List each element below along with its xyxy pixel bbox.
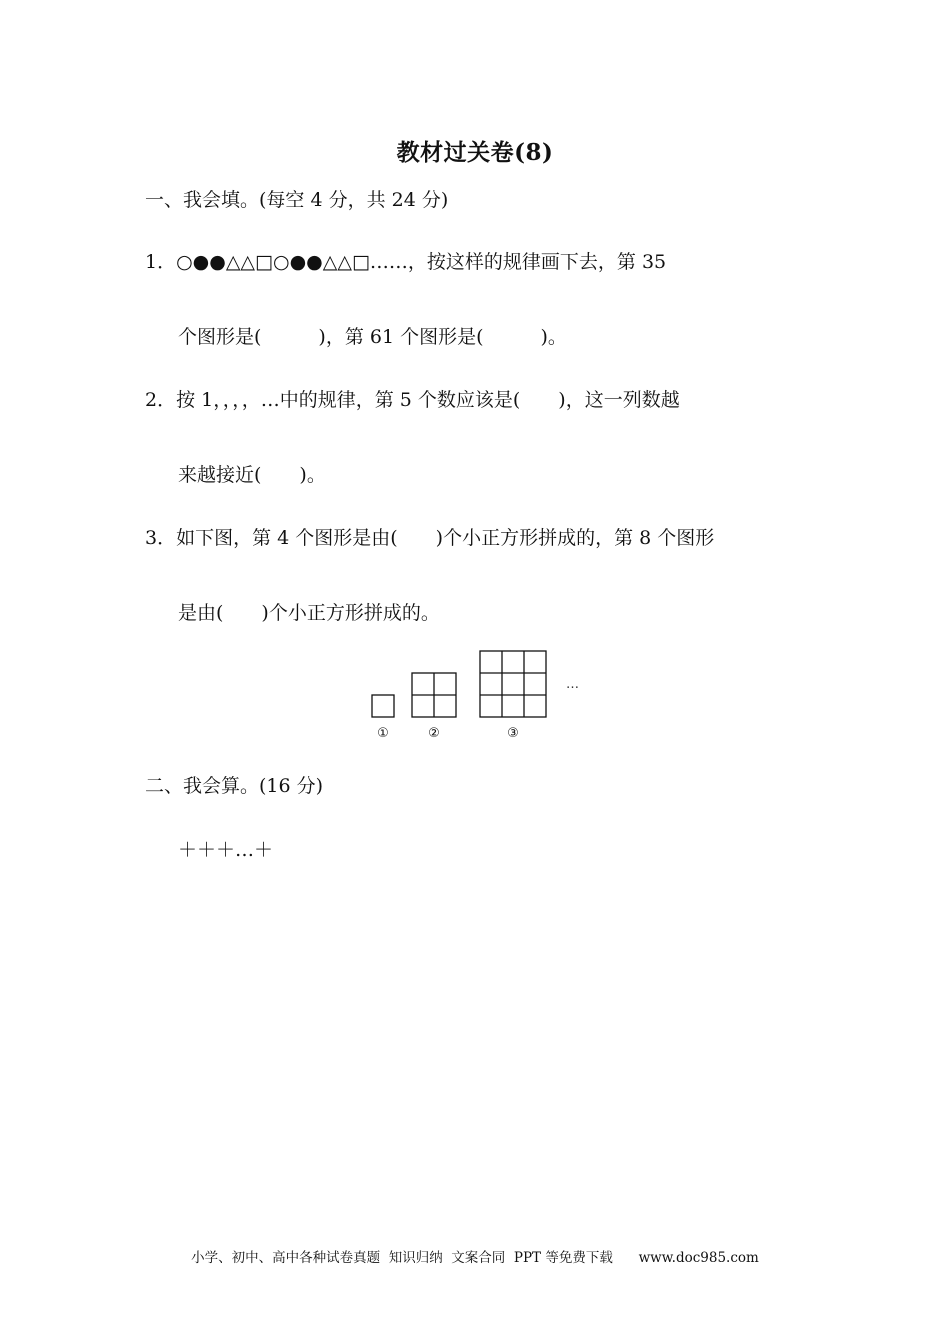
pattern-1-grid <box>372 695 394 717</box>
calculation-expression: ＋＋＋…＋ <box>178 839 274 861</box>
page-title: 教材过关卷(8) <box>396 139 554 166</box>
pattern-label-3: ③ <box>507 726 519 741</box>
question-1-line-1: 1．○●●△△□○●●△△□……，按这样的规律画下去，第 35 <box>145 251 667 273</box>
square-pattern-figure <box>360 646 600 746</box>
question-3-line-1: 3．如下图，第 4 个图形是由( )个小正方形拼成的，第 8 个图形 <box>145 527 715 549</box>
section-1-heading: 一、我会填。(每空 4 分，共 24 分) <box>145 189 449 211</box>
question-2-line-2: 来越接近( )。 <box>178 464 326 486</box>
pattern-2-grid <box>412 673 456 717</box>
question-2-line-1: 2．按 1，，，，…中的规律，第 5 个数应该是( )，这一列数越 <box>145 389 680 411</box>
pattern-label-1: ① <box>377 726 389 741</box>
question-1-line-2: 个图形是( )，第 61 个图形是( )。 <box>178 326 567 348</box>
section-2-heading: 二、我会算。(16 分) <box>145 775 324 797</box>
pattern-ellipsis: … <box>566 677 579 692</box>
pattern-3-grid <box>480 651 546 717</box>
page-footer: 小学、初中、高中各种试卷真题 知识归纳 文案合同 PPT 等免费下载 www.doc985.com <box>191 1250 759 1266</box>
pattern-label-2: ② <box>428 726 440 741</box>
question-3-line-2: 是由( )个小正方形拼成的。 <box>178 602 440 624</box>
